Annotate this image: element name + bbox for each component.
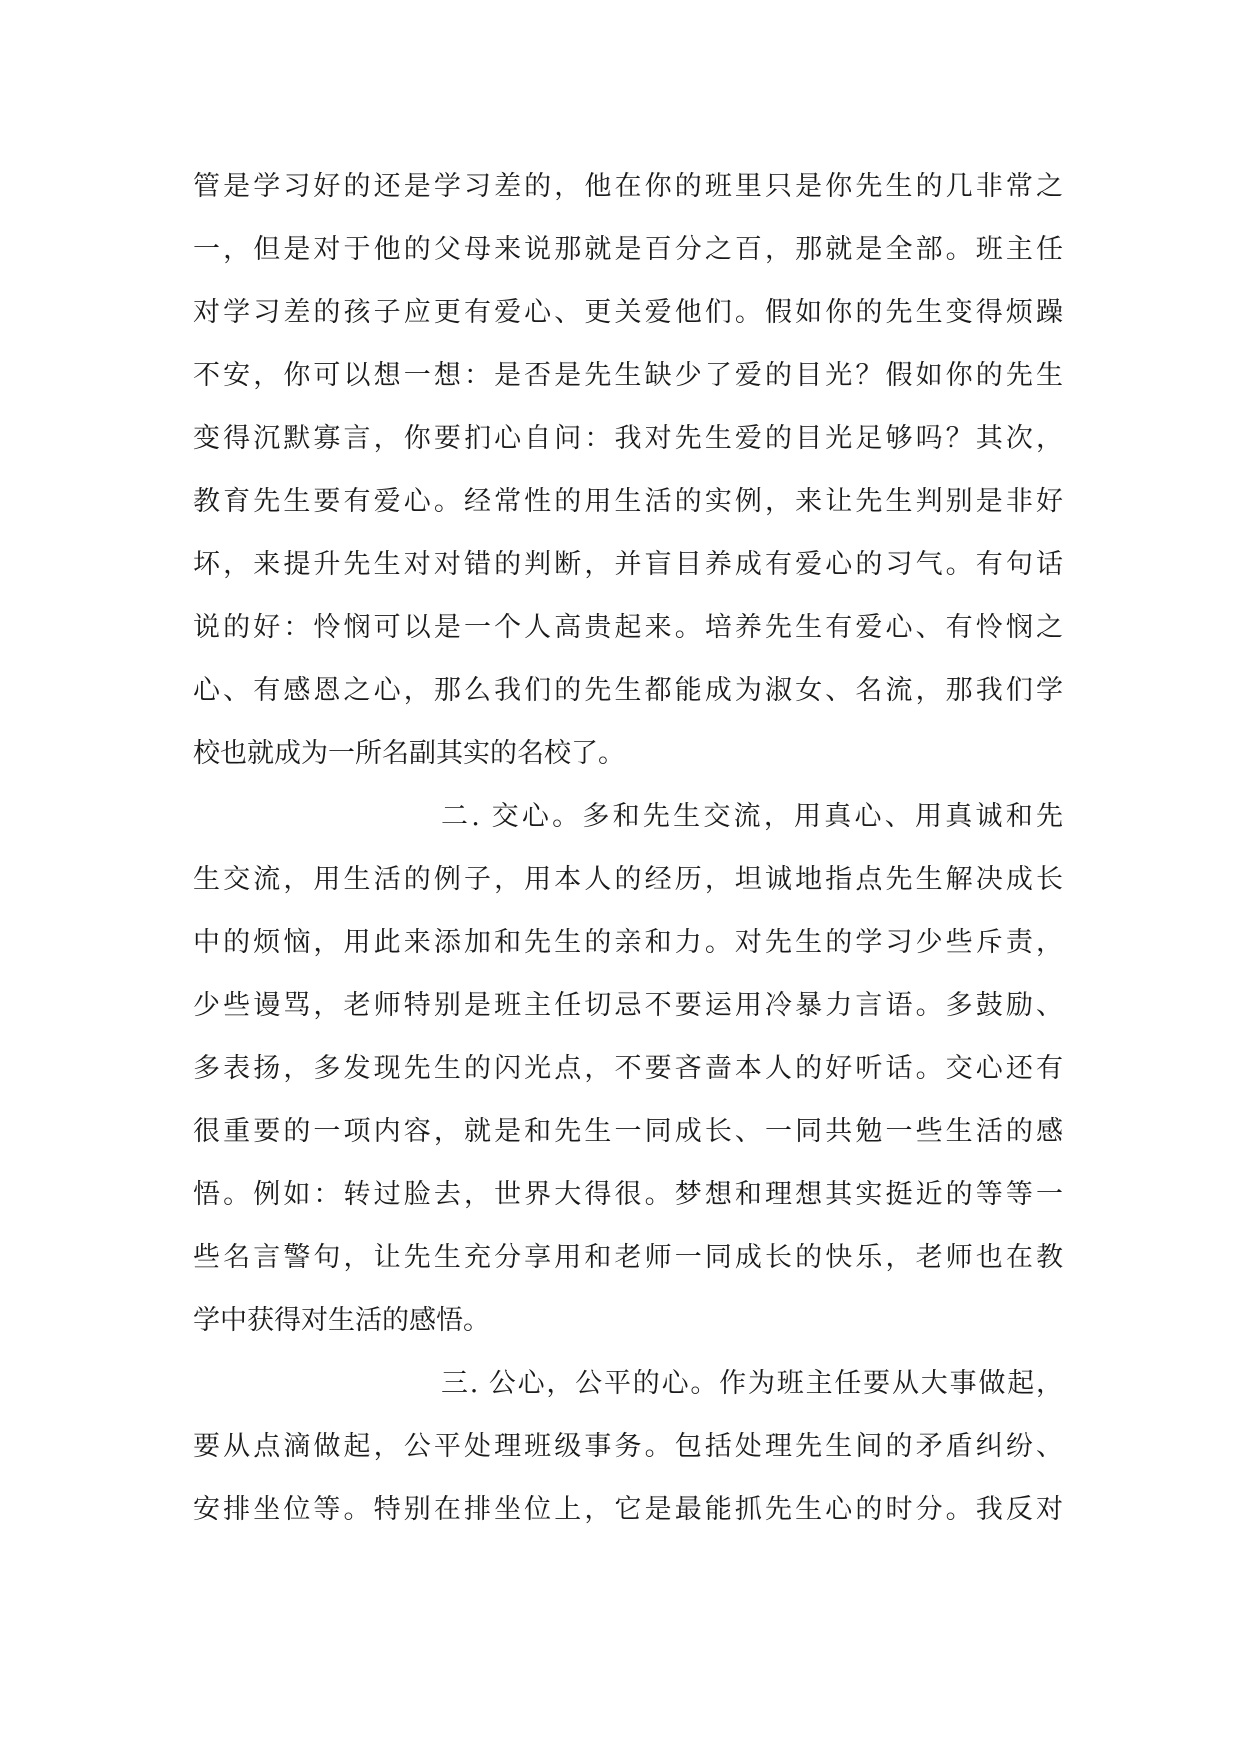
text-line: 不安，你可以想一想：是否是先生缺少了爱的目光？假如你的先生 — [193, 360, 1063, 391]
text-line: 悟。例如：转过脸去，世界大得很。梦想和理想其实挺近的等等一 — [193, 1179, 1063, 1210]
text-line: 少些谩骂，老师特别是班主任切忌不要运用冷暴力言语。多鼓励、 — [193, 990, 1063, 1021]
text-line: 要从点滴做起，公平处理班级事务。包括处理先生间的矛盾纠纷、 — [193, 1431, 1063, 1462]
text-line: 些名言警句，让先生充分享用和老师一同成长的快乐，老师也在教 — [193, 1242, 1063, 1273]
body-text — [193, 155, 1063, 1541]
text-line: 安排坐位等。特别在排坐位上，它是最能抓先生心的时分。我反对 — [193, 1494, 1063, 1525]
text-line: 心、有感恩之心，那么我们的先生都能成为淑女、名流，那我们学 — [193, 675, 1063, 706]
text-line: 多表扬，多发现先生的闪光点，不要吝啬本人的好听话。交心还有 — [193, 1053, 1063, 1084]
text-line: 生交流，用生活的例子，用本人的经历，坦诚地指点先生解决成长 — [193, 864, 1063, 895]
text-line: 对学习差的孩子应更有爱心、更关爱他们。假如你的先生变得烦躁 — [193, 297, 1063, 328]
text-line: 管是学习好的还是学习差的，他在你的班里只是你先生的几非常之 — [193, 171, 1063, 202]
text-line: 很重要的一项内容，就是和先生一同成长、一同共勉一些生活的感 — [193, 1116, 1063, 1147]
text-line: 学中获得对生活的感悟。 — [193, 1305, 490, 1336]
text-line-heading: 二. 交心。多和先生交流，用真心、用真诚和先 — [441, 801, 1063, 832]
text-line: 教育先生要有爱心。经常性的用生活的实例，来让先生判别是非好 — [193, 486, 1063, 517]
text-line: 校也就成为一所名副其实的名校了。 — [193, 738, 625, 769]
text-line: 变得沉默寡言，你要扪心自问：我对先生爱的目光足够吗？其次， — [193, 423, 1063, 454]
text-line: 中的烦恼，用此来添加和先生的亲和力。对先生的学习少些斥责， — [193, 927, 1063, 958]
text-line: 一，但是对于他的父母来说那就是百分之百，那就是全部。班主任 — [193, 234, 1063, 265]
text-line: 说的好：怜悯可以是一个人高贵起来。培养先生有爱心、有怜悯之 — [193, 612, 1063, 643]
text-line-heading: 三. 公心，公平的心。作为班主任要从大事做起， — [441, 1368, 1063, 1399]
text-line: 坏，来提升先生对对错的判断，并盲目养成有爱心的习气。有句话 — [193, 549, 1063, 580]
